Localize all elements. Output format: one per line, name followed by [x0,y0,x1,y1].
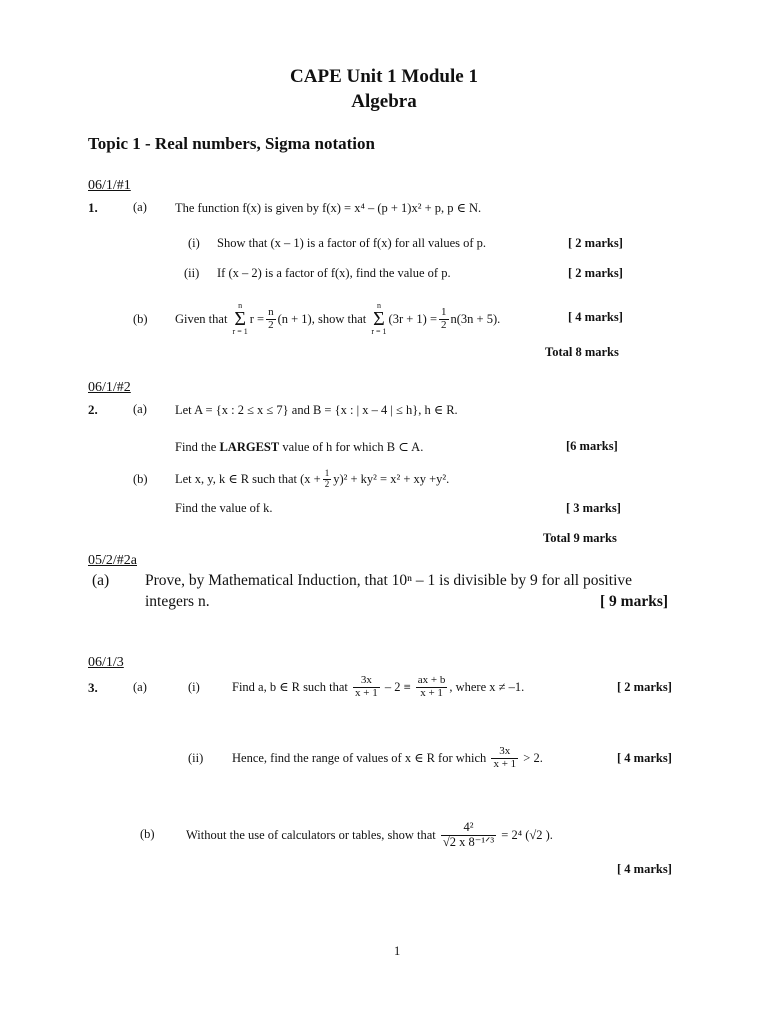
question-equation [175,464,449,494]
subpart-label: (ii) [188,751,204,765]
equation-text: Without the use of calculators or tables, show that [186,827,436,842]
marks: [ 9 marks] [600,593,669,610]
denominator: x + 1 [420,686,443,699]
sigma-glyph: Σ [234,308,246,330]
question-text: Prove, by Mathematical Induction, that 10ⁿ – 1 is divisible by 9 for all positive [145,572,633,589]
fraction [323,469,332,489]
marks: [ 2 marks] [568,236,623,250]
sigma-upper: n [376,301,381,310]
sigma-symbol [371,302,386,336]
numerator: 3x [491,746,518,759]
part-label: (a) [133,402,147,416]
part-label: (a) [133,680,147,694]
text-span: value of h for which B ⊂ A. [282,440,424,454]
part-label: (b) [133,312,148,326]
emphasis-text: LARGEST [219,440,280,454]
question-equation [232,668,524,706]
equation-text: , where x ≠ –1. [449,679,525,694]
numerator: ax + b [417,673,446,686]
equation-text: Let x, y, k ∈ R such that (x + [175,472,321,486]
sigma-lower: r = 1 [371,327,387,336]
fraction [439,307,449,331]
fraction [491,746,518,770]
equation-text: = 2⁴ (√2 ). [501,827,553,842]
part-label: (a) [133,200,147,214]
marks: [ 3 marks] [566,501,621,515]
question-text: Find the value of k. [175,501,273,515]
equation-text: – 2 ≡ [384,679,411,694]
sigma-lower: r = 1 [232,327,248,336]
question-text: integers n. [145,593,210,610]
question-equation [232,739,543,777]
numerator: 1 [324,468,330,479]
subpart-label: (i) [188,236,200,250]
sigma-symbol [233,302,248,336]
equation-text: n(3n + 5). [450,311,501,326]
numerator: 3x [353,675,380,688]
denominator: x + 1 [493,757,517,770]
text-span: Find the [175,440,217,454]
equation-text: r = [249,311,265,326]
denominator: x + 1 [354,686,378,699]
title-line-1: CAPE Unit 1 Module 1 [290,66,478,87]
question-ref: 05/2/#2a [88,553,137,568]
denominator: √2 x 8⁻¹ᐟ³ [442,834,495,849]
marks: [ 4 marks] [617,862,672,876]
equation-text: y)² + ky² = x² + xy +y². [333,471,450,486]
numerator: 4² [441,821,496,835]
question-number: 2. [88,402,98,417]
question-equation [186,808,553,862]
question-text: The function f(x) is given by f(x) = x⁴ – (p + 1)x² + p, p ∈ N. [175,201,482,215]
fraction [441,821,496,848]
marks: [ 4 marks] [568,310,623,324]
equation-text: (3r + 1) = [388,311,437,326]
question-number: 3. [88,680,98,695]
question-text: Let A = {x : 2 ≤ x ≤ 7} and B = {x : | x – 4 | ≤ h}, h ∈ R. [175,403,458,417]
sigma-glyph: Σ [373,308,385,330]
numerator: n [268,305,274,318]
question-text [175,439,423,455]
equation-text: Hence, find the range of values of x ∈ R for which [232,751,487,765]
equation-text: > 2. [523,750,543,765]
total-marks: Total 8 marks [545,345,619,359]
numerator: 1 [441,305,447,318]
marks: [ 2 marks] [617,680,672,694]
marks: [ 4 marks] [617,751,672,765]
fraction [353,675,380,699]
title-line-2: Algebra [351,91,417,112]
denominator: 2 [324,478,330,489]
question-text: If (x – 2) is a factor of f(x), find the value of p. [217,266,451,280]
marks: [6 marks] [566,439,618,453]
part-label: (a) [92,572,110,589]
subpart-label: (i) [188,680,200,694]
denominator: 2 [441,318,447,331]
sigma-upper: n [238,301,243,310]
sigma-equation [175,296,500,342]
equation-text: Find a, b ∈ R such that [232,680,348,694]
question-ref: 06/1/3 [88,655,124,670]
denominator: 2 [268,318,274,331]
question-ref: 06/1/#1 [88,178,131,193]
equation-text: (n + 1), show that [277,311,367,326]
question-number: 1. [88,200,98,215]
part-label: (b) [133,472,148,486]
question-text: Show that (x – 1) is a factor of f(x) for all values of p. [217,236,487,250]
fraction [416,675,448,699]
total-marks: Total 9 marks [543,531,617,545]
topic-heading: Topic 1 - Real numbers, Sigma notation [88,134,375,153]
part-label: (b) [140,827,155,841]
equation-text: Given that [175,311,228,326]
page-number: 1 [394,944,401,958]
subpart-label: (ii) [184,266,200,280]
question-ref: 06/1/#2 [88,380,131,395]
fraction [266,307,276,331]
marks: [ 2 marks] [568,266,623,280]
